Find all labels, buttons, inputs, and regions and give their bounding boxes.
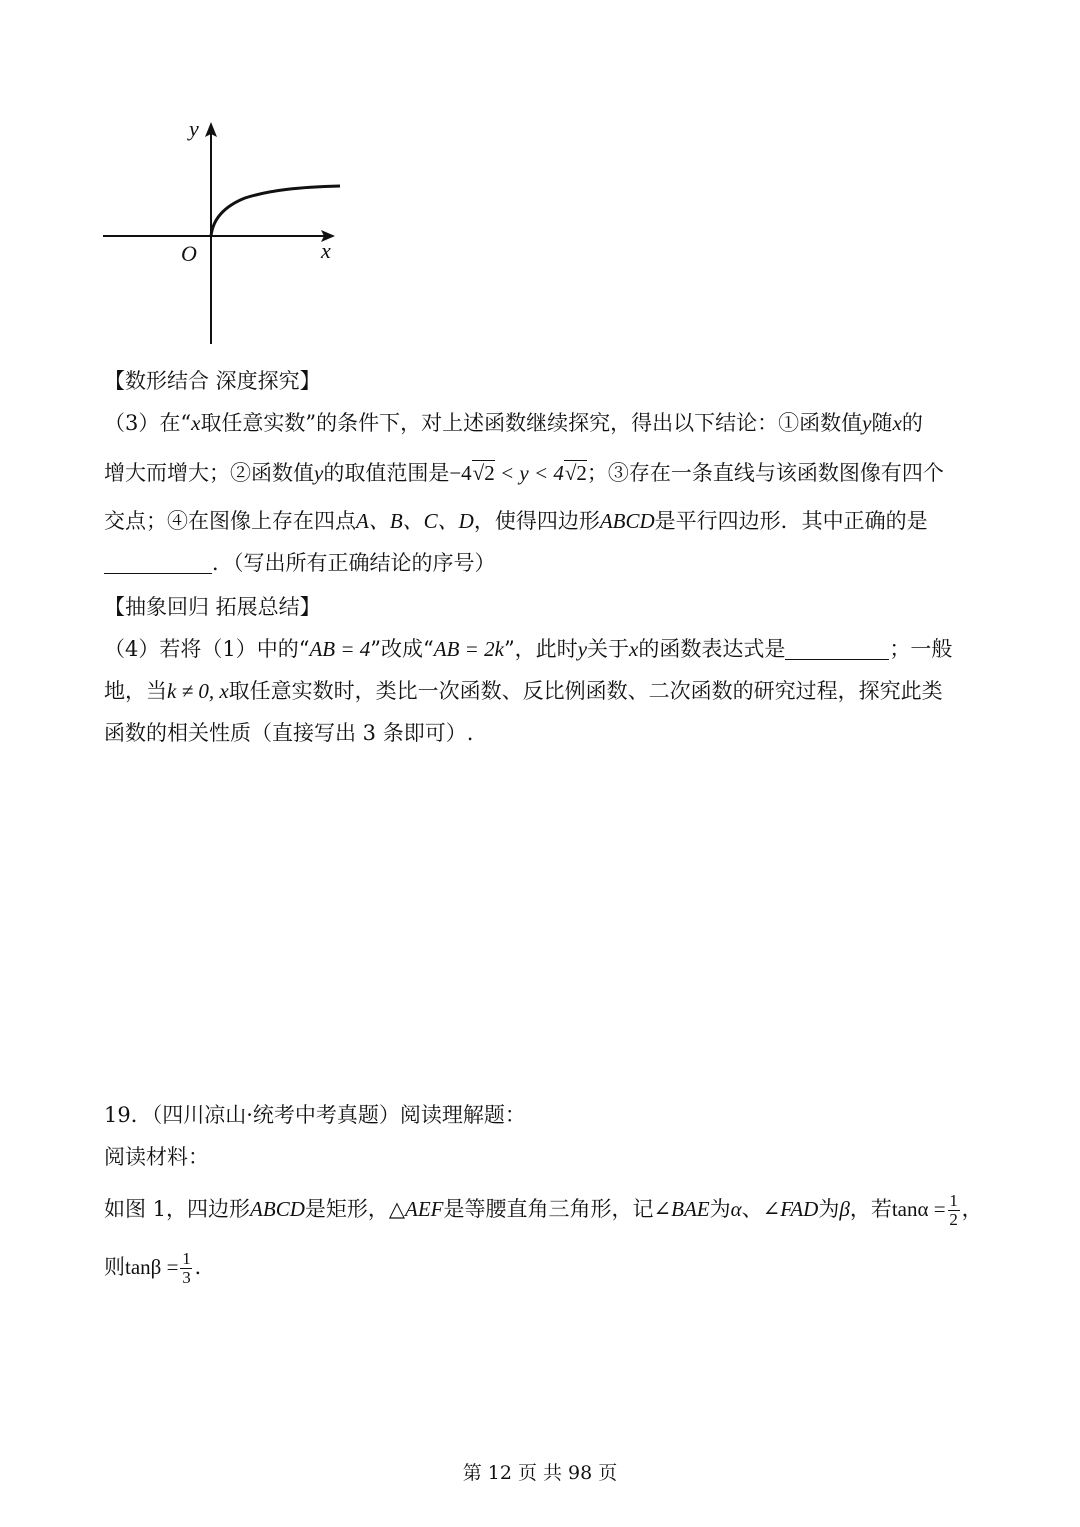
x-axis-label: x	[321, 238, 331, 263]
q4-text: ；一般	[889, 637, 953, 661]
math-points: A、B、C、D	[356, 509, 474, 533]
q19-text: ，若	[849, 1197, 892, 1221]
math-var: x	[191, 411, 201, 435]
q19-text: 为	[818, 1197, 840, 1221]
q19-text: 、	[741, 1197, 763, 1221]
math-angle: ∠FAD	[762, 1197, 819, 1221]
q3-text: 交点；④在图像上存在四点	[104, 509, 356, 533]
q3-text: 随	[871, 411, 893, 435]
q4-text: ”，此时	[503, 637, 578, 661]
q3-text: （3）在“	[104, 411, 192, 435]
fraction	[948, 1192, 960, 1229]
math-var: α	[730, 1197, 742, 1221]
section4-header: 【抽象回归 拓展总结】	[104, 595, 321, 619]
q4-text: 关于	[587, 637, 630, 661]
q3-line4	[104, 548, 496, 578]
q3-line3	[104, 506, 928, 536]
q19-line1	[104, 1192, 983, 1229]
q19-text: ，	[961, 1197, 983, 1221]
q19-material: 阅读材料：	[104, 1145, 209, 1169]
q4-line2	[104, 676, 943, 706]
q19-line2	[104, 1250, 201, 1287]
math-expr: tanα =	[891, 1197, 946, 1221]
q4-text: 取任意实数时，类比一次函数、反比例函数、二次函数的研究过程，探究此类	[228, 679, 943, 703]
math-var: β	[839, 1197, 850, 1221]
q19-text: 是矩形，	[304, 1197, 389, 1221]
q19-text: 为	[709, 1197, 731, 1221]
math-var: y	[862, 411, 872, 435]
math-expr: −4	[449, 461, 472, 485]
math-expr: < y < 4	[494, 461, 564, 485]
answer-blank[interactable]	[104, 551, 212, 574]
q19-text: 如图 1，四边形	[104, 1197, 251, 1221]
fraction-numerator: 1	[182, 1249, 191, 1268]
fraction-denominator: 3	[182, 1268, 191, 1287]
page-footer: 第 12 页 共 98 页	[462, 1462, 618, 1484]
q3-line2	[104, 458, 944, 488]
sqrt-expr: √2	[564, 461, 587, 485]
math-var: y	[314, 461, 324, 485]
function-curve	[211, 186, 340, 236]
q19-text: 则	[104, 1255, 125, 1279]
q4-text: 的函数表达式是	[638, 637, 786, 661]
math-triangle: △AEF	[388, 1197, 444, 1221]
q3-text: ，使得四边形	[473, 509, 600, 533]
q3-text: 的	[901, 411, 923, 435]
fraction-numerator: 1	[949, 1191, 958, 1210]
q4-text: （4）若将（1）中的“	[104, 637, 310, 661]
q4-line3: 函数的相关性质（直接写出 3 条即可）.	[104, 721, 474, 745]
math-expr: k ≠ 0, x	[167, 679, 229, 703]
math-expr: AB = 2k	[433, 637, 504, 661]
fraction-denominator: 2	[949, 1210, 958, 1229]
q19-text: .	[194, 1255, 202, 1279]
math-expr: AB = 4	[309, 637, 371, 661]
q4-text: 地，当	[104, 679, 167, 703]
q3-text: 是平行四边形．其中正确的是	[654, 509, 928, 533]
q19-title: 19．（四川凉山·统考中考真题）阅读理解题：	[104, 1103, 526, 1127]
section3-header: 【数形结合 深度探究】	[104, 369, 321, 393]
q4-text: ”改成“	[370, 637, 434, 661]
q3-text: ；③存在一条直线与该函数图像有四个	[586, 461, 944, 485]
q19-text: 是等腰直角三角形，记	[443, 1197, 654, 1221]
q3-line1	[104, 408, 923, 438]
math-rect: ABCD	[250, 1197, 305, 1221]
function-graph	[95, 110, 355, 355]
math-var: x	[629, 637, 639, 661]
sqrt-value: 2	[484, 461, 495, 485]
q3-text: 增大而增大；②函数值	[104, 461, 314, 485]
q3-text: 的取值范围是	[323, 461, 450, 485]
math-var: y	[577, 637, 588, 661]
q3-text: 取任意实数”的条件下，对上述函数继续探究，得出以下结论：①函数值	[200, 411, 863, 435]
sqrt-value: 2	[576, 461, 587, 485]
answer-blank[interactable]	[785, 637, 889, 660]
math-expr: tanβ =	[125, 1255, 179, 1279]
fraction	[180, 1250, 192, 1287]
math-angle: ∠BAE	[653, 1197, 710, 1221]
q4-line1	[104, 634, 952, 664]
origin-label: O	[181, 241, 197, 266]
sqrt-expr: √2	[472, 461, 495, 485]
q3-text: ．（写出所有正确结论的序号）	[212, 551, 496, 575]
math-quad: ABCD	[599, 509, 655, 533]
y-axis-label: y	[189, 116, 199, 141]
math-var: x	[892, 411, 902, 435]
